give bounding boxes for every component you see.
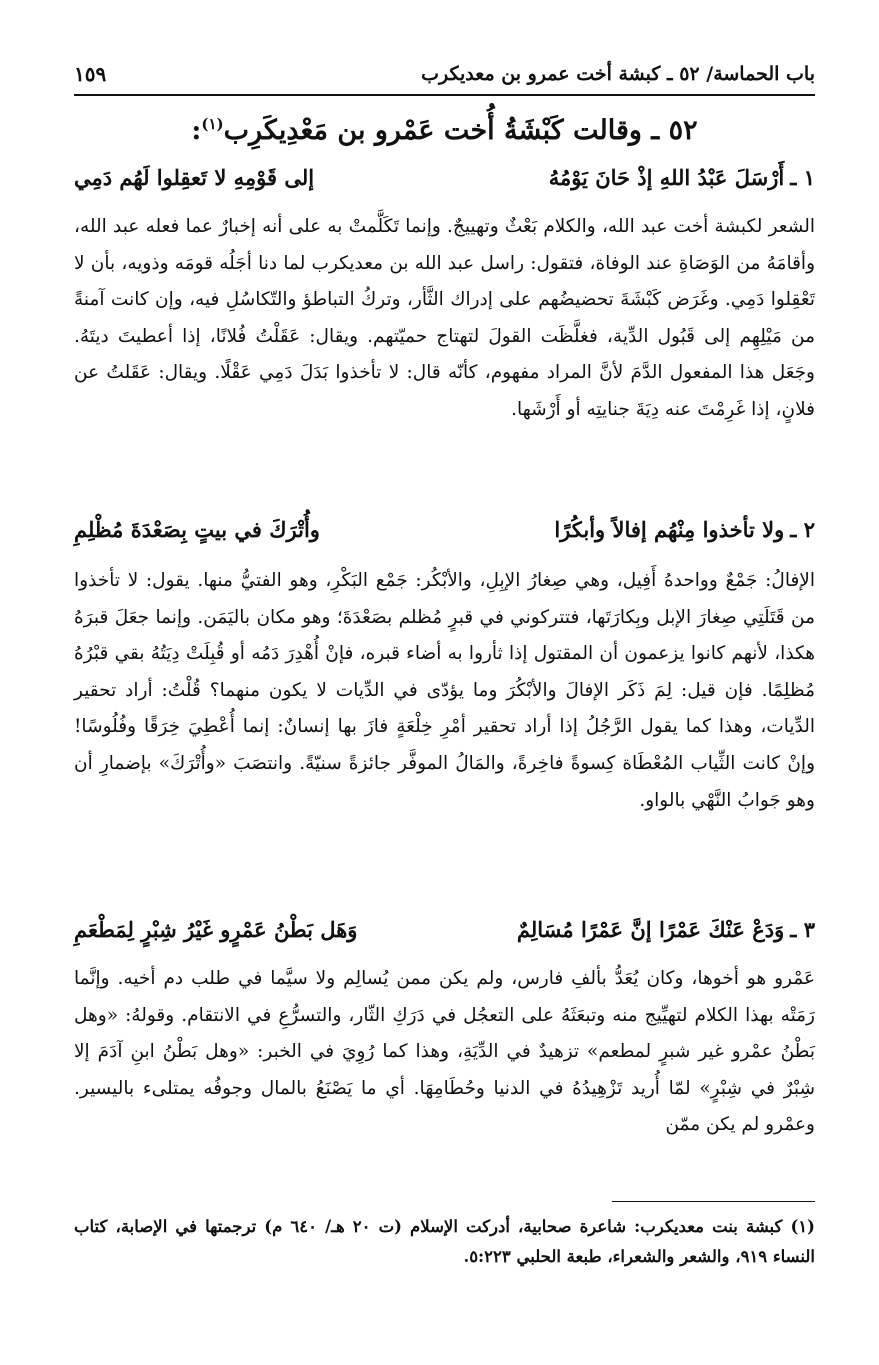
section-title bbox=[74, 100, 815, 148]
commentary-paragraph-2: الإفالُ: جَمْعٌ وواحدهُ أَفِيل، وهي صِغارُ الإبِلِ، والأبْكُر: جَمْع البَكْرِ، وهو الفتيُّ منها. يقول: لا تأخذوا من قَتَلَتِي صِغارَ الإبل وبِكارَتَها، فتتركوني في قبرٍ مُظلم بصَعْدَةَ؛ وهو مكان باليَمَن. وإنما جعَلَ قبرَهُ هكذا، لأنهم كانوا يزعمون أن المقتول إذا ثأروا به أضاء قبره، فإنْ أُهْدِرَ دَمُه أو قُبِلَتْ دِيَتُهُ بقي قبْرُهُ مُظلِمًا. فإن قيل: لِمَ ذَكَر الإفالَ والأبْكُرَ وما يؤدّى في الدِّيات لا يكون منهما؟ قُلْتُ: أراد تحقير الدِّيات، وهذا كما يقول الرَّجُلُ إذا أراد تحقير أمْرِ خِلْعَةٍ فازَ بها إنسانٌ: إنما أُعْطِيَ خِرَقًا وفُلُوسًا! وإنْ كانت الثِّياب المُعْطَاة كِسوةً فاخِرةً، والمَالُ الموفَّر جائزةً سنيّةً. وانتصَبَ «وأُتْرَكَ» بإضمارِ أن وهو جَوابُ النَّهْي بالواو. bbox=[74, 570, 815, 811]
commentary-paragraph-1: الشعر لكبشة أخت عبد الله، والكلام بَعْثٌ وتهييجٌ. وإنما تَكَلَّمتْ به على أنه إخبارٌ عما فعله عبد الله، وأقامَهُ من الوَصَاةِ عند الوفاة، فتقول: راسل عبد الله بن معديكرب لما دنا أجَلُه قومَه وذويه، بأن لا تَعْقِلوا دَمِي. وغَرَض كَبْشَةَ تحضيضُهم على إدراك الثَّأر، وتركُ التباطؤ والتّكاسُلِ فيه، وإن كانت آمنةً من مَيْلِهِم إلى قَبُول الدِّية، فغلَّظَت القولَ لتهتاج حميّتهم. ويقال: عَقَلْتُ فُلانًا، إذا أعطيتَ ديتَهُ. وجَعَل هذا المفعول الدَّمَ لأنَّ المراد مفهوم، كأنّه قال: لا تأخذوا بَدَلَ دَمِي عَقْلًا. ويقال: عَقَلتُ عن فلانٍ، إذا غَرِمْتَ عنه دِيَةَ جنايتِه أو أَرْشَها. bbox=[74, 216, 815, 420]
verse-line-1 bbox=[74, 158, 815, 198]
footnote-marker: (١) bbox=[201, 115, 224, 133]
running-title: باب الحماسة/ ٥٢ ـ كبشة أخت عمرو بن معديكرب bbox=[421, 63, 815, 85]
verse-number: ٣ ـ bbox=[790, 917, 815, 942]
verse-second-hemistich: وَهَل بَطْنُ عَمْرٍو غَيْرُ شِبْرٍ لِمَطْعَمِ bbox=[74, 917, 358, 942]
page-number: ١٥٩ bbox=[74, 62, 107, 86]
verse-second-hemistich: وأُتْرَكَ في بيتٍ بِصَعْدَةَ مُظْلِمِ bbox=[74, 517, 320, 542]
verse-first-hemistich: وَدَعْ عَنْكَ عَمْرًا إنَّ عَمْرًا مُسَالِمٌ bbox=[516, 917, 785, 942]
verse-first-hemistich: ولا تأخذوا مِنْهُم إفالاً وأبكُرًا bbox=[554, 517, 785, 542]
commentary-paragraph-3: عَمْرو هو أخوها، وكان يُعَدُّ بألفِ فارس، ولم يكن ممن يُسالِم ولا سيَّما في طلب دم أخيه. وإنَّما رَمَتْه بهذا الكلام لتهيِّيج منه وتبعَثَهُ على التعجُل في دَرَكِ الثّار، والتسرُّعِ في الانتقام. وقولهُ: «وهل بَطْنُ عمْرو غير شبرٍ لمطعم» تزهيدٌ في الدِّيَةِ، وهذا كما رُوِيَ في الخبر: «وهل بَطْنُ ابنِ آدَمَ إلا شِبْرٌ في شِبْرٍ» لمّا أُريد تَزْهِيدُهُ في الدنيا وحُطَامِهَا. أي ما يَصْنَعُ بالمال وجوفُه يمتلىء باليسير. وعمْرو لم يكن ممّن bbox=[74, 968, 815, 1136]
footnote-divider bbox=[612, 1201, 815, 1202]
verse-line-3 bbox=[74, 910, 815, 950]
verse-number: ١ ـ bbox=[790, 165, 815, 190]
footnote: (١) كبشة بنت معديكرب: شاعرة صحابية، أدركت الإسلام (ت ٢٠ هـ/ ٦٤٠ م) ترجمتها في الإصابة، كتاب النساء ٩١٩، والشعر والشعراء، طبعة الحلبي ٥:٢٢٣. bbox=[74, 1217, 815, 1266]
verse-second-hemistich: إلى قَوْمِهِ لا تَعقِلوا لَهُم دَمِي bbox=[74, 165, 315, 190]
verse-first-hemistich: أَرْسَلَ عَبْدُ اللهِ إذْ حَانَ يَوْمُهُ bbox=[548, 165, 785, 190]
running-header bbox=[74, 54, 815, 96]
verse-number: ٢ ـ bbox=[790, 517, 815, 542]
section-title-text: ٥٢ ـ وقالت كَبْشَةُ أُخت عَمْرو بن مَعْدِيكَرِب bbox=[223, 115, 698, 146]
verse-line-2 bbox=[74, 510, 815, 550]
section-title-colon: : bbox=[191, 115, 202, 146]
